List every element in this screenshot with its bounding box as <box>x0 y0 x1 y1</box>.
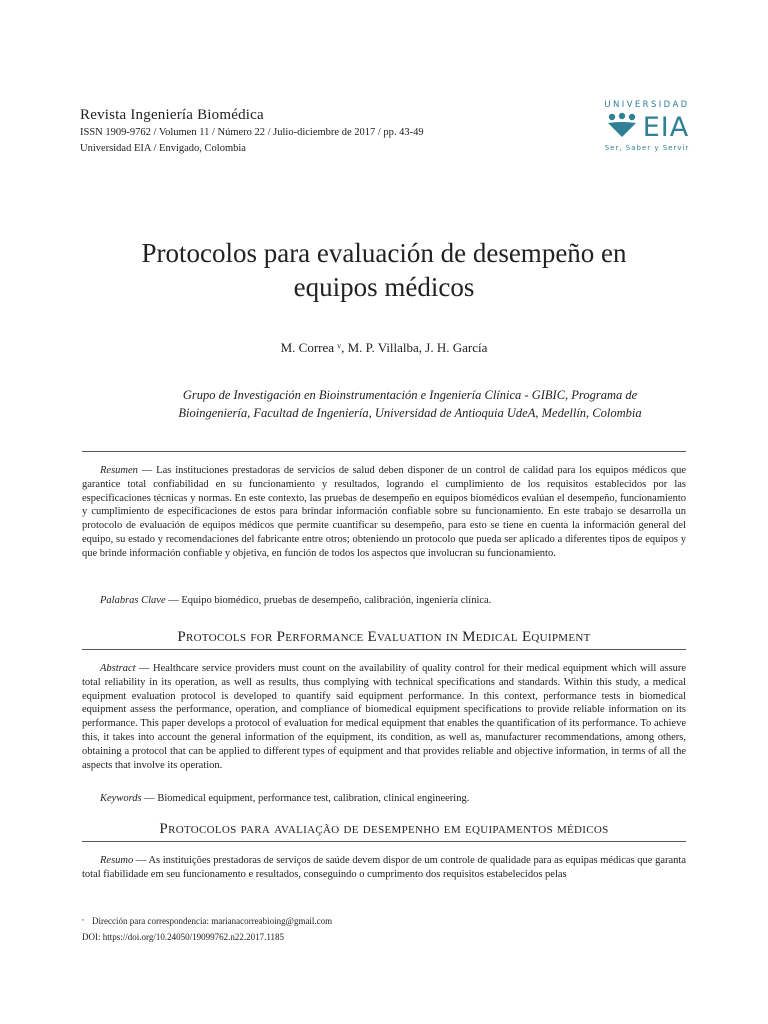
english-heading: Protocols for Performance Evaluation in Medical Equipment <box>177 629 591 645</box>
journal-title: Revista Ingeniería Biomédica <box>80 107 264 123</box>
abstract-text: — Healthcare service providers must count on the availability of quality control for their medical equipment which will assure total reliability in its operation, as well as results, thus complying with technical specifications and standards. Within this study, a medical equipment evaluation protocol is developed to quantify said equipment performance. In this context, performance tests in biomedical equipment assess the performance, operation, and compliance of biomedical equipment specifications to provide reliable information on its performance. This paper develops a protocol of evaluation for medical equipment that enables the quantification of its performance. To achieve this, it takes into account the general information of the equipment, its condition, as well as, manufacturer recommendations, among others, obtaining a protocol that can be applied to different types of equipment and that provides reliable and objective information, in terms of all the aspects that involve its operation. <box>82 663 686 771</box>
abstract-label: Abstract <box>100 663 136 674</box>
english-heading-rule <box>82 649 686 650</box>
university-line: Universidad EIA / Envigado, Colombia <box>80 143 246 154</box>
paper-title-line-1: Protocolos para evaluación de desempeño en <box>141 238 627 268</box>
issn-line: ISSN 1909-9762 / Volumen 11 / Número 22 / Julio-diciembre de 2017 / pp. 43-49 <box>80 127 424 138</box>
resumen-label: Resumen <box>100 465 138 476</box>
palabras-clave-text: — Equipo biomédico, pruebas de desempeño, calibración, ingeniería clínica. <box>165 595 492 606</box>
top-divider <box>82 451 686 452</box>
keywords-paragraph <box>82 792 686 806</box>
university-logo <box>592 100 702 170</box>
portuguese-heading-rule <box>82 841 686 842</box>
logo-top-text: UNIVERSIDAD <box>604 100 690 110</box>
abstract-paragraph <box>82 662 686 772</box>
keywords-label: Keywords <box>100 793 142 804</box>
journal-header <box>80 106 424 156</box>
affiliation-line-2: Bioingeniería, Facultad de Ingeniería, Universidad de Antioquia UdeA, Medellín, Colombia <box>178 406 642 420</box>
resumen-text: — Las instituciones prestadoras de servicios de salud deben disponer de un control de calidad para los equipos médicos que garantice total confiabilidad en su funcionamiento y resultados, logrando el cumplimiento de los requisitos establecidos por las especificaciones técnicas y normas. En este contexto, las pruebas de desempeño en equipos biomédicos evalúan el desempeño, funcionamiento y cumplimiento de especificaciones de estos para brindar información confiable sobre su funcionamiento. En este trabajo se desarrolla un protocolo de evaluación de equipos médicos que permite cuantificar su desempeño, para esto se tiene en cuenta la información general del equipo, su estado y recomendaciones del fabricante entre otros; obteniendo un protocolo que pueda ser aplicado a diferentes tipos de equipos y que brinde información confiable y objetiva, en función de todos los aspectos que involucran su funcionamiento. <box>82 465 686 559</box>
resumo-label: Resumo <box>100 855 134 866</box>
portuguese-heading: Protocolos para avaliação de desempenho em equipamentos médicos <box>159 821 609 837</box>
affiliation-line-1: Grupo de Investigación en Bioinstrumentación e Ingeniería Clínica - GIBIC, Programa de <box>182 388 638 402</box>
correspondence-footnote <box>82 914 686 928</box>
affiliation <box>130 386 690 422</box>
logo-tagline: Ser, Saber y Servir <box>604 144 690 152</box>
paper-title <box>84 236 684 304</box>
correspondence-text: Dirección para correspondencia: marianacorreabioing@gmail.com <box>92 916 333 926</box>
authors: M. Correa ᵛ, M. P. Villalba, J. H. García <box>280 340 488 355</box>
paper-title-line-2: equipos médicos <box>293 272 475 302</box>
doi-line: DOI: https://doi.org/10.24050/19099762.n22.2017.1185 <box>82 932 285 942</box>
keywords-text: — Biomedical equipment, performance test, calibration, clinical engineering. <box>141 793 470 804</box>
resumo-text: — As instituições prestadoras de serviços de saúde devem dispor de um controle de qualidade para as equipas médicas que garanta total fiabilidade em seu funcionamento e resultados, conseguindo o cumprimento dos requisitos estabelecidos pelas <box>82 855 686 880</box>
logo-word: EIA <box>642 111 690 143</box>
resumo-paragraph <box>82 854 686 882</box>
resumen-paragraph <box>82 464 686 561</box>
palabras-clave-label: Palabras Clave <box>100 595 166 606</box>
logo-figure-icon <box>605 112 639 143</box>
palabras-clave-paragraph <box>82 594 686 608</box>
footnote-mark: ᵛ <box>82 917 85 925</box>
